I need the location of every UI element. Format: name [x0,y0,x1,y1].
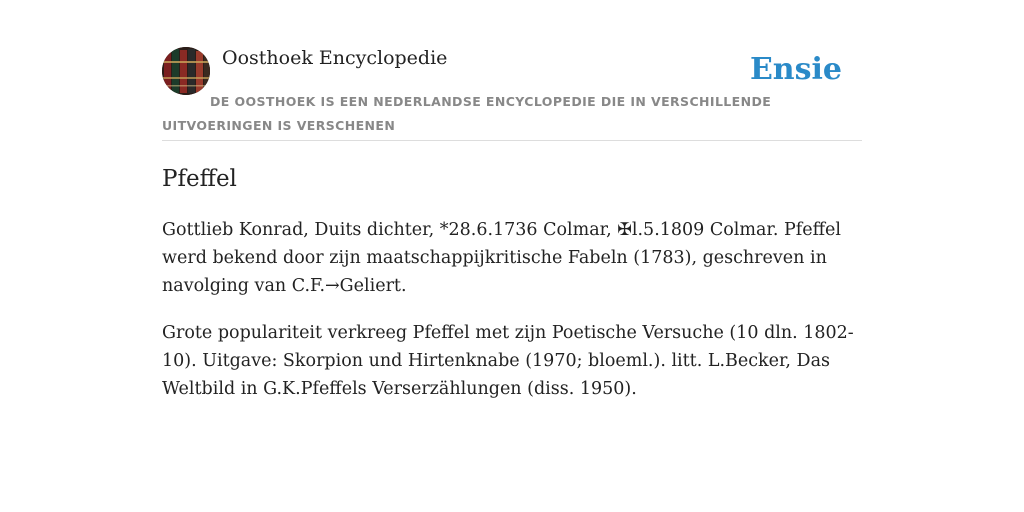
avatar-image [162,47,210,95]
site-tagline: DE OOSTHOEK IS EEN NEDERLANDSE ENCYCLOPEDIE DIE IN VERSCHILLENDE UITVOERINGEN IS VERSCHENEN [162,94,772,133]
article-paragraph-1: Gottlieb Konrad, Duits dichter, *28.6.1736 Colmar, ✠l.5.1809 Colmar. Pfeffel werd bekend door zijn maatschappijkritische Fabeln (1783), geschreven in navolging van C.F.→Geliert. [162,220,841,296]
site-title-link[interactable]: Oosthoek Encyclopedie [222,47,448,69]
book-spines-icon[interactable] [162,47,210,95]
article-title: Pfeffel [162,166,237,192]
page-container [162,0,862,399]
brand-logo-link[interactable]: Ensie [749,52,842,87]
article-paragraph-2: Grote populariteit verkreeg Pfeffel met zijn Poetische Versuche (10 dln. 1802-10). Uitgave: Skorpion und Hirtenknabe (1970; bloeml.). litt. L.Becker, Das Weltbild in G.K.Pfeffels Verserzählungen (diss. 1950). [162,323,854,399]
site-header [162,0,862,141]
